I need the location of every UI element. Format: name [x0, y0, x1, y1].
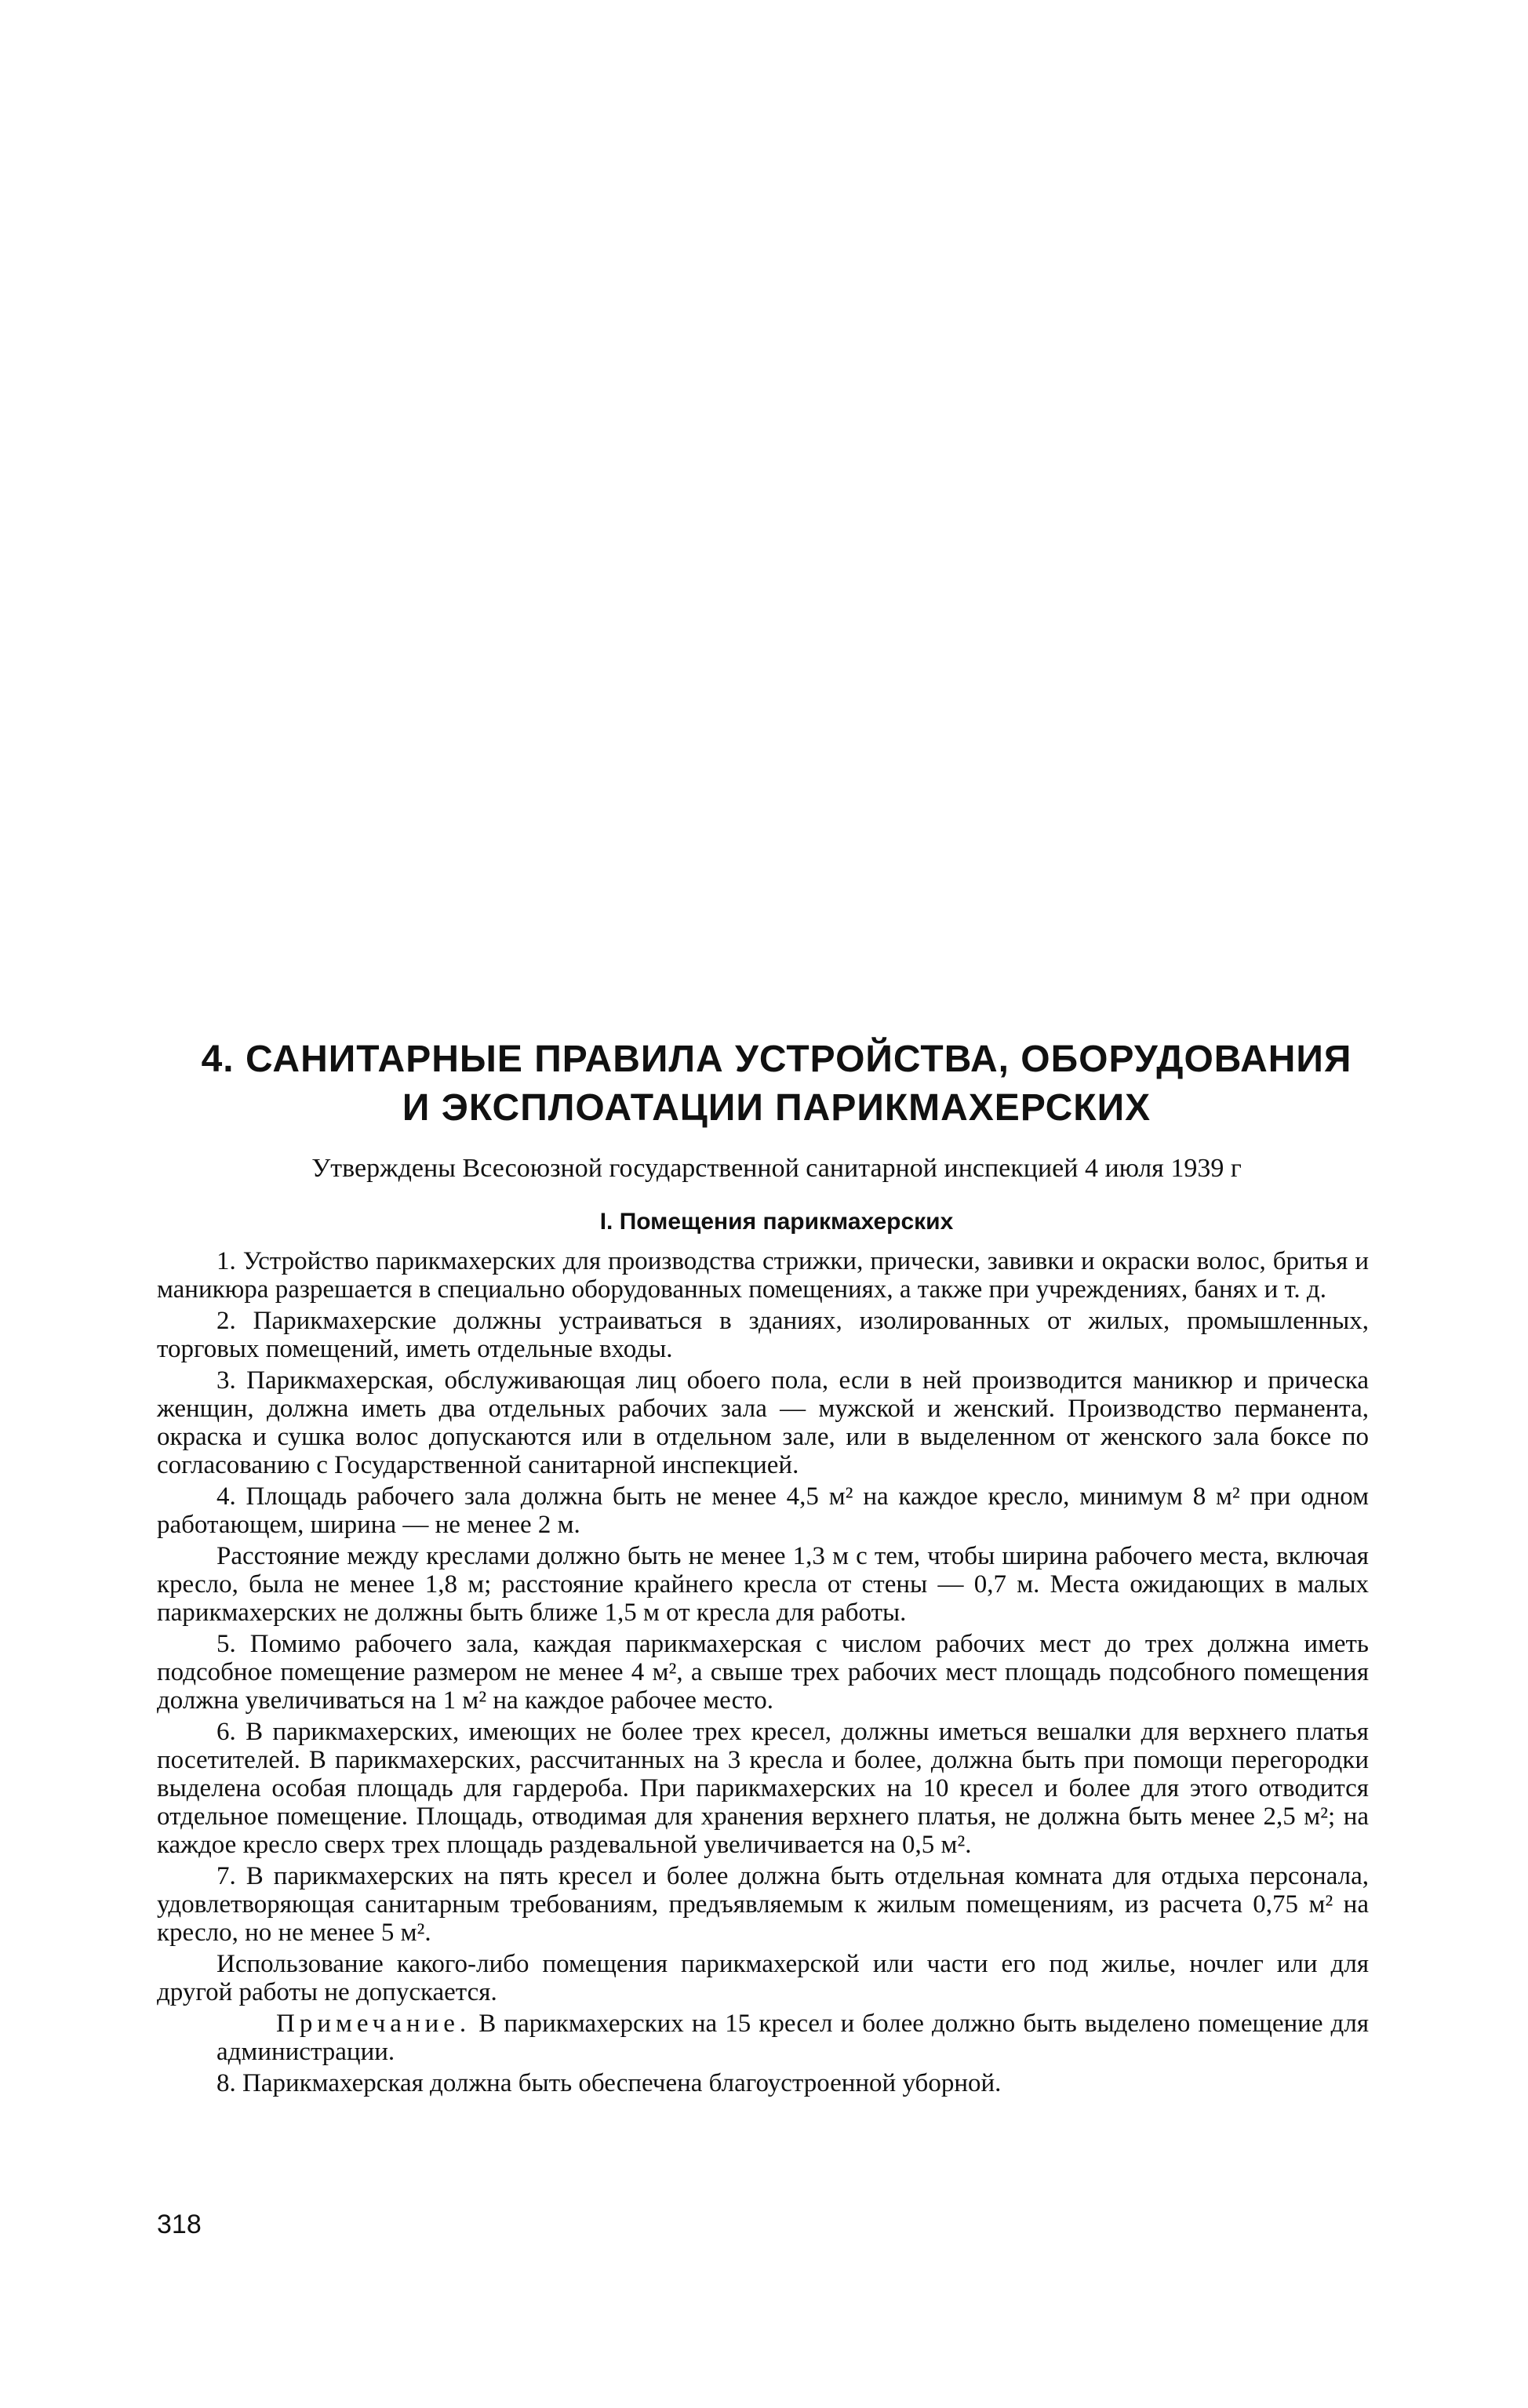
paragraph-8: 8. Парикмахерская должна быть обеспечена благоустроенной уборной. — [216, 2069, 1002, 2097]
chapter-title-line-1: 4. САНИТАРНЫЕ ПРАВИЛА УСТРОЙСТВА, ОБОРУДОВАНИЯ — [201, 1038, 1352, 1080]
paragraph-7-continued: Использование какого-либо помещения парикмахерской или части его под жилье, ночлег или для другой работы не допускается. — [157, 1950, 1369, 2006]
paragraph-3: 3. Парикмахерская, обслуживающая лиц обоего пола, если в ней производится маникюр и прическа женщин, должна иметь два отдельных рабочих зала — мужской и женский. Производство перманента, окраска и сушка волос допускаются или в отдельном зале, или в выделенном от женского зала боксе по согласованию с Государственной санитарной инспекцией. — [157, 1366, 1369, 1479]
paragraph-7: 7. В парикмахерских на пять кресел и более должна быть отдельная комната для отдыха персонала, удовлетворяющая санитарным требованиям, предъявляемым к жилым помещениям, из расчета 0,75 м² на кресло, но не менее 5 м². — [157, 1862, 1369, 1947]
page-number: 318 — [157, 2210, 202, 2239]
chapter-title — [157, 1035, 1396, 1133]
paragraph-6: 6. В парикмахерских, имеющих не более трех кресел, должны иметься вешалки для верхнего платья посетителей. В парикмахерских, рассчитанных на 3 кресла и более, должна быть при помощи перегородки выделена особая площадь для гардероба. При парикмахерских на 10 кресел и более для этого отводится отдельное помещение. Площадь, отводимая для хранения верхнего платья, не должна быть менее 2,5 м²; на каждое кресло сверх трех площадь раздевальной увеличивается на 0,5 м². — [157, 1718, 1369, 1859]
paragraph-1: 1. Устройство парикмахерских для производства стрижки, прически, завивки и окраски волос, бритья и маникюра разрешается в специально оборудованных помещениях, а также при учреждениях, банях и т. д. — [157, 1247, 1369, 1304]
section-heading: I. Помещения парикмахерских — [599, 1209, 954, 1235]
paragraph-2: 2. Парикмахерские должны устраиваться в зданиях, изолированных от жилых, промышленных, торговых помещений, иметь отдельные входы. — [157, 1307, 1369, 1363]
note-text: В парикмахерских на 15 кресел и более должно быть выделено помещение для администрации. — [216, 2010, 1369, 2066]
paragraph-5: 5. Помимо рабочего зала, каждая парикмахерская с числом рабочих мест до трех должна иметь подсобное помещение размером не менее 4 м², а свыше трех рабочих мест площадь подсобного помещения должна увеличиваться на 1 м² на каждое рабочее место. — [157, 1630, 1369, 1715]
body-text — [157, 1247, 1369, 2101]
approval-note: Утверждены Всесоюзной государственной санитарной инспекцией 4 июля 1939 г — [311, 1154, 1242, 1183]
note-label: Примечание. — [276, 2010, 471, 2038]
paragraph-4: 4. Площадь рабочего зала должна быть не менее 4,5 м² на каждое кресло, минимум 8 м² при одном работающем, ширина — не менее 2 м. — [157, 1482, 1369, 1539]
chapter-title-line-2: И ЭКСПЛОАТАЦИИ ПАРИКМАХЕРСКИХ — [402, 1087, 1151, 1129]
paragraph-4-continued: Расстояние между креслами должно быть не менее 1,3 м с тем, чтобы ширина рабочего места, включая кресло, была не менее 1,8 м; расстояние крайнего кресла от стены — 0,7 м. Места ожидающих в малых парикмахерских не должны быть ближе 1,5 м от кресла для работы. — [157, 1542, 1369, 1627]
note-paragraph — [157, 2010, 1369, 2066]
